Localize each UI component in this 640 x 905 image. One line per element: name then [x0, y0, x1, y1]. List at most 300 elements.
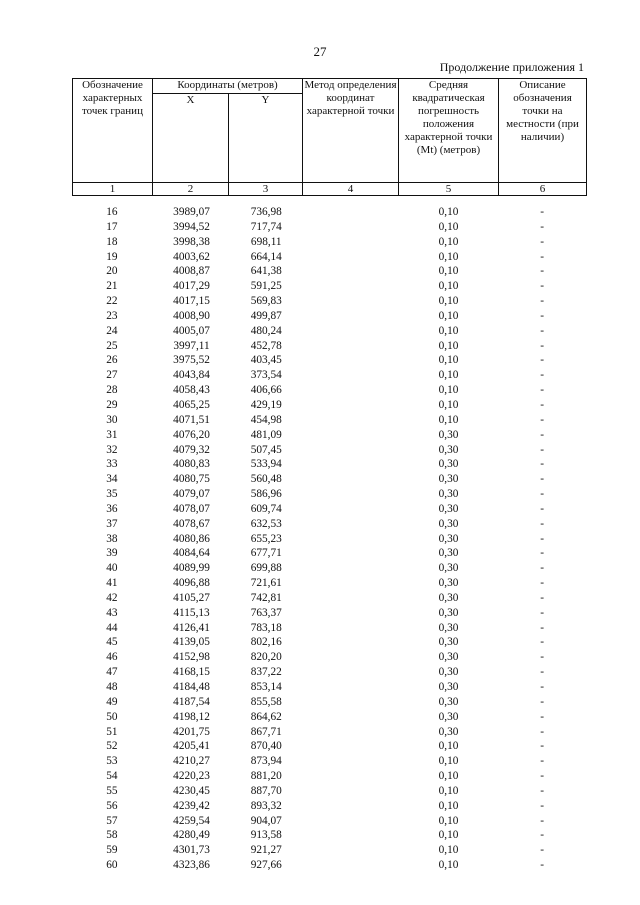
mean-error: 0,10	[438, 829, 459, 842]
mean-error: 0,30	[438, 606, 459, 619]
method	[303, 413, 399, 428]
table-row	[72, 665, 586, 680]
table-row	[72, 754, 586, 769]
method	[303, 843, 399, 858]
coord-y: 763,37	[250, 606, 282, 619]
table-row	[72, 309, 586, 324]
coord-x: 4115,13	[173, 606, 210, 619]
point-number: 55	[106, 784, 118, 797]
description: -	[540, 324, 545, 337]
method	[303, 591, 399, 606]
point-number: 29	[106, 398, 118, 411]
mean-error: 0,30	[438, 666, 459, 679]
table-row	[72, 353, 586, 368]
point-number: 52	[106, 740, 118, 753]
mean-error: 0,30	[438, 562, 459, 575]
point-number: 59	[106, 844, 118, 857]
method	[303, 561, 399, 576]
mean-error: 0,10	[438, 398, 459, 411]
mean-error: 0,10	[438, 309, 459, 322]
method	[303, 383, 399, 398]
table-row	[72, 324, 586, 339]
coord-y: 507,45	[250, 443, 282, 456]
coord-x: 4080,86	[173, 532, 210, 545]
table-row	[72, 843, 586, 858]
point-number: 31	[106, 428, 118, 441]
mean-error: 0,30	[438, 547, 459, 560]
coord-y: 837,22	[250, 666, 282, 679]
method	[303, 309, 399, 324]
table-row	[72, 695, 586, 710]
mean-error: 0,10	[438, 799, 459, 812]
table-row	[72, 235, 586, 250]
coord-x: 4220,23	[173, 770, 210, 783]
mean-error: 0,10	[438, 755, 459, 768]
method	[303, 635, 399, 650]
point-number: 56	[106, 799, 118, 812]
header-y: Y	[229, 94, 303, 183]
point-number: 32	[106, 443, 118, 456]
method	[303, 502, 399, 517]
table-row	[72, 487, 586, 502]
mean-error: 0,10	[438, 784, 459, 797]
description: -	[540, 562, 545, 575]
table-row	[72, 606, 586, 621]
description: -	[540, 369, 545, 382]
point-number: 46	[106, 651, 118, 664]
point-number: 41	[106, 577, 118, 590]
mean-error: 0,10	[438, 844, 459, 857]
description: -	[540, 517, 545, 530]
column-number: 5	[399, 183, 499, 196]
coord-x: 3975,52	[173, 354, 210, 367]
point-number: 35	[106, 488, 118, 501]
method	[303, 754, 399, 769]
header-point-designation: Обозначение характерных точек границ	[73, 79, 153, 183]
coord-y: 913,58	[250, 829, 282, 842]
method	[303, 680, 399, 695]
coord-x: 4139,05	[173, 636, 210, 649]
coord-y: 783,18	[250, 621, 282, 634]
mean-error: 0,30	[438, 517, 459, 530]
table-row	[72, 368, 586, 383]
point-number: 58	[106, 829, 118, 842]
description: -	[540, 235, 545, 248]
description: -	[540, 502, 545, 515]
method	[303, 621, 399, 636]
description: -	[540, 844, 545, 857]
coord-y: 586,96	[250, 488, 282, 501]
table-row	[72, 828, 586, 843]
mean-error: 0,30	[438, 443, 459, 456]
table-row	[72, 250, 586, 265]
method	[303, 606, 399, 621]
mean-error: 0,10	[438, 220, 459, 233]
coord-y: 481,09	[250, 428, 282, 441]
coord-x: 4096,88	[173, 577, 210, 590]
description: -	[540, 220, 545, 233]
description: -	[540, 280, 545, 293]
table-row	[72, 502, 586, 517]
coord-y: 867,71	[250, 725, 282, 738]
point-number: 47	[106, 666, 118, 679]
coord-y: 873,94	[250, 755, 282, 768]
coord-y: 560,48	[250, 473, 282, 486]
mean-error: 0,10	[438, 235, 459, 248]
table-row	[72, 546, 586, 561]
description: -	[540, 755, 545, 768]
description: -	[540, 265, 545, 278]
coord-y: 454,98	[250, 413, 282, 426]
table-row	[72, 635, 586, 650]
description: -	[540, 295, 545, 308]
point-number: 16	[106, 206, 118, 218]
coord-x: 4084,64	[173, 547, 210, 560]
coord-x: 3994,52	[173, 220, 210, 233]
description: -	[540, 740, 545, 753]
mean-error: 0,30	[438, 488, 459, 501]
point-number: 44	[106, 621, 118, 634]
coord-x: 4152,98	[173, 651, 210, 664]
point-number: 19	[106, 250, 118, 263]
coord-y: 452,78	[250, 339, 282, 352]
column-number: 3	[229, 183, 303, 196]
method	[303, 220, 399, 235]
coord-y: 699,88	[250, 562, 282, 575]
method	[303, 769, 399, 784]
mean-error: 0,10	[438, 369, 459, 382]
mean-error: 0,10	[438, 413, 459, 426]
method	[303, 828, 399, 843]
description: -	[540, 428, 545, 441]
description: -	[540, 384, 545, 397]
point-number: 50	[106, 710, 118, 723]
coord-y: 664,14	[250, 250, 282, 263]
table-row	[72, 398, 586, 413]
table-row	[72, 383, 586, 398]
table-row	[72, 472, 586, 487]
method	[303, 398, 399, 413]
method	[303, 532, 399, 547]
method	[303, 487, 399, 502]
point-number: 27	[106, 369, 118, 382]
method	[303, 725, 399, 740]
table-row	[72, 621, 586, 636]
coord-x: 4008,90	[173, 309, 210, 322]
mean-error: 0,10	[438, 250, 459, 263]
mean-error: 0,30	[438, 710, 459, 723]
mean-error: 0,30	[438, 577, 459, 590]
mean-error: 0,30	[438, 458, 459, 471]
column-number: 1	[73, 183, 153, 196]
coord-x: 4230,45	[173, 784, 210, 797]
description: -	[540, 799, 545, 812]
mean-error: 0,30	[438, 725, 459, 738]
coord-y: 480,24	[250, 324, 282, 337]
table-row	[72, 591, 586, 606]
description: -	[540, 413, 545, 426]
coordinates-table-header	[72, 78, 587, 196]
coord-x: 4089,99	[173, 562, 210, 575]
coord-y: 802,16	[250, 636, 282, 649]
description: -	[540, 532, 545, 545]
table-row	[72, 725, 586, 740]
point-number: 57	[106, 814, 118, 827]
description: -	[540, 725, 545, 738]
method	[303, 294, 399, 309]
description: -	[540, 398, 545, 411]
point-number: 36	[106, 502, 118, 515]
description: -	[540, 591, 545, 604]
mean-error: 0,10	[438, 384, 459, 397]
description: -	[540, 710, 545, 723]
method	[303, 710, 399, 725]
description: -	[540, 814, 545, 827]
mean-error: 0,30	[438, 651, 459, 664]
header-method: Метод определения координат характерной точки	[303, 79, 399, 183]
table-row	[72, 413, 586, 428]
point-number: 23	[106, 309, 118, 322]
point-number: 24	[106, 324, 118, 337]
mean-error: 0,30	[438, 532, 459, 545]
coord-y: 373,54	[250, 369, 282, 382]
coordinates-table-body	[72, 205, 586, 873]
point-number: 51	[106, 725, 118, 738]
description: -	[540, 829, 545, 842]
description: -	[540, 681, 545, 693]
method	[303, 739, 399, 754]
coord-x: 4079,07	[173, 488, 210, 501]
coord-x: 4058,43	[173, 384, 210, 397]
table-row	[72, 279, 586, 294]
coord-x: 4017,29	[173, 280, 210, 293]
coord-x: 4323,86	[173, 859, 210, 872]
table-row	[72, 457, 586, 472]
table-row	[72, 858, 586, 873]
table-row	[72, 739, 586, 754]
coord-x: 4187,54	[173, 695, 210, 708]
mean-error: 0,30	[438, 591, 459, 604]
description: -	[540, 859, 545, 872]
coord-x: 4210,27	[173, 755, 210, 768]
table-row	[72, 769, 586, 784]
coord-y: 406,66	[250, 384, 282, 397]
table-row	[72, 576, 586, 591]
point-number: 20	[106, 265, 118, 278]
description: -	[540, 488, 545, 501]
coord-y: 698,11	[250, 235, 282, 248]
coord-x: 4201,75	[173, 725, 210, 738]
coord-x: 4078,07	[173, 502, 210, 515]
coord-x: 4017,15	[173, 295, 210, 308]
coord-y: 591,25	[250, 280, 282, 293]
method	[303, 517, 399, 532]
method	[303, 799, 399, 814]
method	[303, 443, 399, 458]
coord-x: 4078,67	[173, 517, 210, 530]
method	[303, 250, 399, 265]
table-row	[72, 517, 586, 532]
coord-x: 4259,54	[173, 814, 210, 827]
coord-y: 921,27	[250, 844, 282, 857]
column-number: 4	[303, 183, 399, 196]
mean-error: 0,30	[438, 428, 459, 441]
point-number: 60	[106, 859, 118, 872]
table-row	[72, 561, 586, 576]
coord-x: 3998,38	[173, 235, 210, 248]
point-number: 34	[106, 473, 118, 486]
description: -	[540, 621, 545, 634]
method	[303, 353, 399, 368]
method	[303, 814, 399, 829]
continuation-note: Продолжение приложения 1	[439, 60, 584, 74]
description: -	[540, 606, 545, 619]
coord-y: 855,58	[250, 695, 282, 708]
coord-x: 4105,27	[173, 591, 210, 604]
coord-y: 609,74	[250, 502, 282, 515]
table-row	[72, 680, 586, 695]
method	[303, 264, 399, 279]
description: -	[540, 547, 545, 560]
coord-x: 4080,83	[173, 458, 210, 471]
mean-error: 0,30	[438, 502, 459, 515]
table-row	[72, 710, 586, 725]
table-row	[72, 814, 586, 829]
coord-y: 927,66	[250, 859, 282, 872]
description: -	[540, 339, 545, 352]
coord-y: 721,61	[250, 577, 282, 590]
mean-error: 0,10	[438, 354, 459, 367]
coord-y: 677,71	[250, 547, 282, 560]
point-number: 22	[106, 295, 118, 308]
point-number: 45	[106, 636, 118, 649]
coord-x: 4005,07	[173, 324, 210, 337]
table-row	[72, 532, 586, 547]
point-number: 49	[106, 695, 118, 708]
mean-error: 0,10	[438, 339, 459, 352]
coord-x: 3997,11	[173, 339, 210, 352]
point-number: 25	[106, 339, 118, 352]
coord-x: 4065,25	[173, 398, 210, 411]
mean-error: 0,10	[438, 295, 459, 308]
mean-error: 0,10	[438, 814, 459, 827]
mean-error: 0,10	[438, 770, 459, 783]
column-number: 6	[499, 183, 587, 196]
method	[303, 457, 399, 472]
point-number: 40	[106, 562, 118, 575]
point-number: 42	[106, 591, 118, 604]
table-row	[72, 339, 586, 354]
point-number: 33	[106, 458, 118, 471]
description: -	[540, 473, 545, 486]
method	[303, 339, 399, 354]
coord-y: 736,98	[250, 206, 282, 218]
mean-error: 0,10	[438, 740, 459, 753]
mean-error: 0,10	[438, 324, 459, 337]
table-row	[72, 799, 586, 814]
description: -	[540, 651, 545, 664]
coord-y: 881,20	[250, 770, 282, 783]
table-row	[72, 220, 586, 235]
point-number: 17	[106, 220, 118, 233]
coord-y: 717,74	[250, 220, 282, 233]
coord-x: 3989,07	[173, 206, 210, 218]
header-x: X	[153, 94, 229, 183]
coord-y: 864,62	[250, 710, 282, 723]
coord-y: 429,19	[250, 398, 282, 411]
description: -	[540, 309, 545, 322]
point-number: 26	[106, 354, 118, 367]
description: -	[540, 354, 545, 367]
point-number: 30	[106, 413, 118, 426]
method	[303, 324, 399, 339]
description: -	[540, 250, 545, 263]
mean-error: 0,30	[438, 681, 459, 693]
coord-y: 403,45	[250, 354, 282, 367]
coord-y: 533,94	[250, 458, 282, 471]
column-number: 2	[153, 183, 229, 196]
table-row	[72, 294, 586, 309]
mean-error: 0,10	[438, 265, 459, 278]
coord-x: 4168,15	[173, 666, 210, 679]
point-number: 53	[106, 755, 118, 768]
coord-x: 4003,62	[173, 250, 210, 263]
coord-x: 4080,75	[173, 473, 210, 486]
header-mean-error: Средняя квадратическая погрешность положения характерной точки (Mt) (метров)	[399, 79, 499, 183]
coord-y: 853,14	[250, 681, 282, 693]
coord-x: 4301,73	[173, 844, 210, 857]
coord-y: 870,40	[250, 740, 282, 753]
coord-x: 4079,32	[173, 443, 210, 456]
point-number: 48	[106, 681, 118, 693]
coord-y: 569,83	[250, 295, 282, 308]
point-number: 18	[106, 235, 118, 248]
mean-error: 0,10	[438, 206, 459, 218]
description: -	[540, 577, 545, 590]
method	[303, 858, 399, 873]
description: -	[540, 458, 545, 471]
header-coordinates: Координаты (метров)	[153, 79, 303, 94]
method	[303, 205, 399, 220]
table-row	[72, 264, 586, 279]
table-row	[72, 205, 586, 220]
method	[303, 235, 399, 250]
mean-error: 0,30	[438, 473, 459, 486]
mean-error: 0,30	[438, 695, 459, 708]
method	[303, 368, 399, 383]
coord-x: 4071,51	[173, 413, 210, 426]
coord-x: 4043,84	[173, 369, 210, 382]
method	[303, 695, 399, 710]
coord-x: 4205,41	[173, 740, 210, 753]
mean-error: 0,10	[438, 859, 459, 872]
coord-x: 4198,12	[173, 710, 210, 723]
table-row	[72, 650, 586, 665]
header-description: Описание обозначения точки на местности (при наличии)	[499, 79, 587, 183]
description: -	[540, 636, 545, 649]
point-number: 39	[106, 547, 118, 560]
description: -	[540, 784, 545, 797]
table-row	[72, 428, 586, 443]
point-number: 38	[106, 532, 118, 545]
coord-x: 4008,87	[173, 265, 210, 278]
description: -	[540, 770, 545, 783]
table-row	[72, 443, 586, 458]
coord-y: 499,87	[250, 309, 282, 322]
table-row	[72, 784, 586, 799]
point-number: 54	[106, 770, 118, 783]
method	[303, 546, 399, 561]
